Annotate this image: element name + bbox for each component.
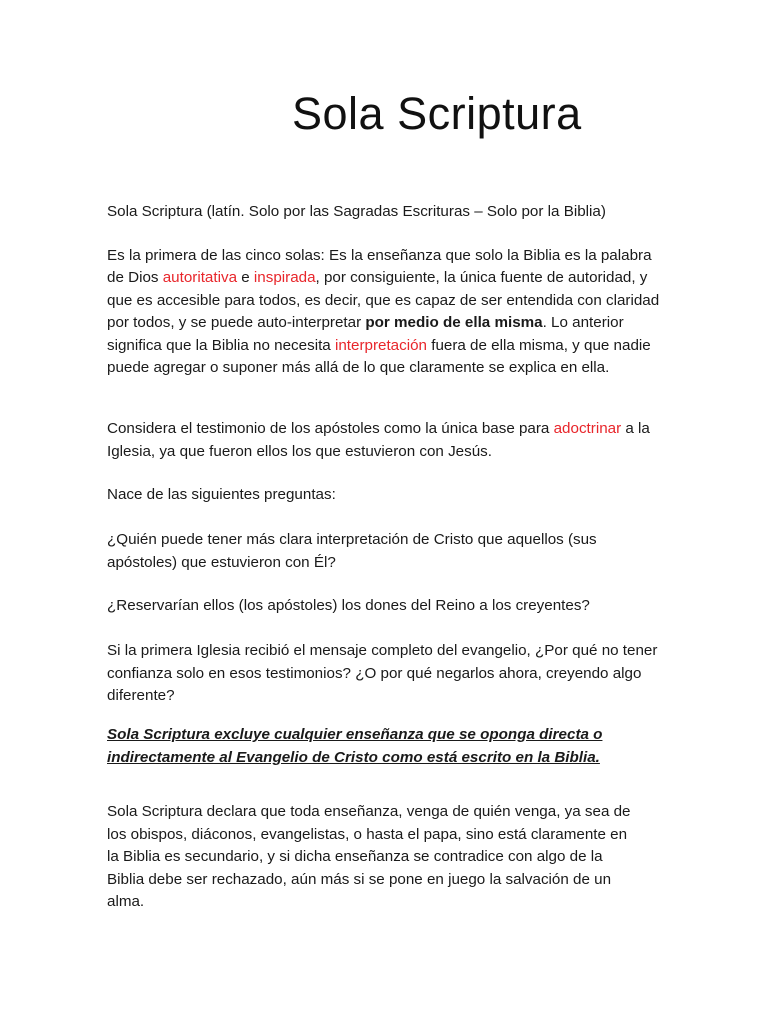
text-span: fuera de ella misma, y que nadie puede agregar o suponer más allá de lo que claramente se explica en ella. (107, 336, 651, 377)
paragraph-questions-intro: Nace de las siguientes preguntas: (107, 486, 336, 503)
closing-paragraph: Sola Scriptura declara que toda enseñanza, venga de quién venga, ya sea de los obispos, diáconos, evangelistas, o hasta el papa, sino está claramente en la Biblia es secundario, y si dicha enseñanza se contradice con algo de la Biblia debe ser rechazado, aún más si se pone en juego la salvación de un alma. (107, 803, 631, 910)
paragraph-definition (107, 245, 663, 379)
emphasis-statement: Sola Scriptura excluye cualquier enseñanza que se oponga directa o indirectamente al Evangelio de Cristo como está escrito en la Biblia. (107, 726, 603, 766)
highlight-autoritativa: autoritativa (162, 269, 238, 287)
page-title: Sola Scriptura (292, 88, 582, 139)
highlight-interpretacion: interpretación (334, 336, 427, 354)
text-span: . Lo anterior significa que la Biblia no necesita (107, 314, 624, 354)
highlight-adoctrinar: adoctrinar (553, 420, 622, 437)
paragraph-testimony (107, 418, 667, 463)
text-span: Es la primera de las cinco solas: Es la enseñanza que solo la Biblia es la palabra de Dios (107, 247, 652, 287)
highlight-inspirada: inspirada (253, 269, 316, 287)
question-1: ¿Quién puede tener más clara interpretación de Cristo que aquellos (sus apóstoles) que estuvieron con Él? (107, 531, 597, 571)
text-span: Considera el testimonio de los apóstoles como la única base para (107, 420, 554, 437)
intro-line: Sola Scriptura (latín. Solo por las Sagradas Escrituras – Solo por la Biblia) (107, 203, 606, 220)
bold-por-medio: por medio de ella misma (365, 314, 543, 332)
question-2: ¿Reservarían ellos (los apóstoles) los dones del Reino a los creyentes? (107, 597, 590, 614)
text-span: e (237, 269, 254, 287)
text-span: a la Iglesia, ya que fueron ellos los que estuvieron con Jesús. (107, 420, 650, 460)
text-span: , por consiguiente, la única fuente de autoridad, y que es accesible para todos, es decir, que es capaz de ser entendida con claridad por todos, y se puede auto-interpretar (107, 269, 660, 332)
question-3: Si la primera Iglesia recibió el mensaje completo del evangelio, ¿Por qué no tener confianza solo en esos testimonios? ¿O por qué negarlos ahora, creyendo algo diferente? (107, 642, 658, 704)
